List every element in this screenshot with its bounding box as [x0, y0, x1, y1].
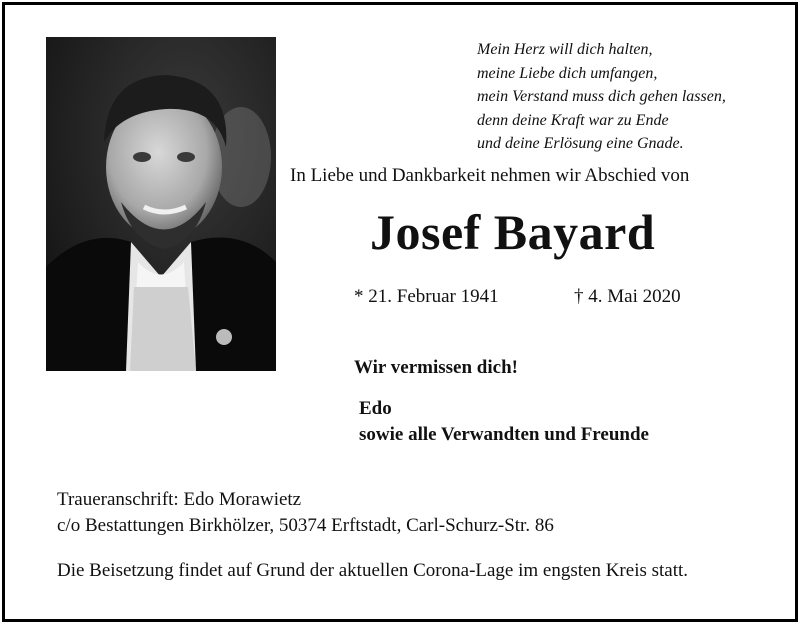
birth-date: * 21. Februar 1941 [354, 286, 499, 307]
poem [477, 38, 777, 156]
poem-line: denn deine Kraft war zu Ende [477, 111, 669, 129]
death-date: † 4. Mai 2020 [574, 286, 681, 307]
intro-text: In Liebe und Dankbarkeit nehmen wir Abschied von [290, 165, 690, 186]
miss-you-text: Wir vermissen dich! [354, 357, 518, 378]
poem-line: mein Verstand muss dich gehen lassen, [477, 88, 726, 105]
address-line: Traueranschrift: Edo Morawietz [57, 489, 302, 510]
burial-notice: Die Beisetzung findet auf Grund der aktuellen Corona-Lage im engsten Kreis statt. [57, 560, 689, 581]
poem-line: Mein Herz will dich halten, [477, 41, 653, 58]
signers [359, 396, 649, 448]
poem-line: und deine Erlösung eine Gnade. [477, 135, 684, 152]
address-line: c/o Bestattungen Birkhölzer, 50374 Erftstadt, Carl-Schurz-Str. 86 [57, 515, 554, 536]
signer-line: sowie alle Verwandten und Freunde [359, 424, 649, 445]
poem-line: meine Liebe dich umfangen, [477, 64, 658, 82]
deceased-name: Josef Bayard [370, 204, 656, 260]
mourning-address [57, 487, 554, 539]
signer-line: Edo [359, 398, 392, 419]
portrait-photo [46, 37, 276, 371]
